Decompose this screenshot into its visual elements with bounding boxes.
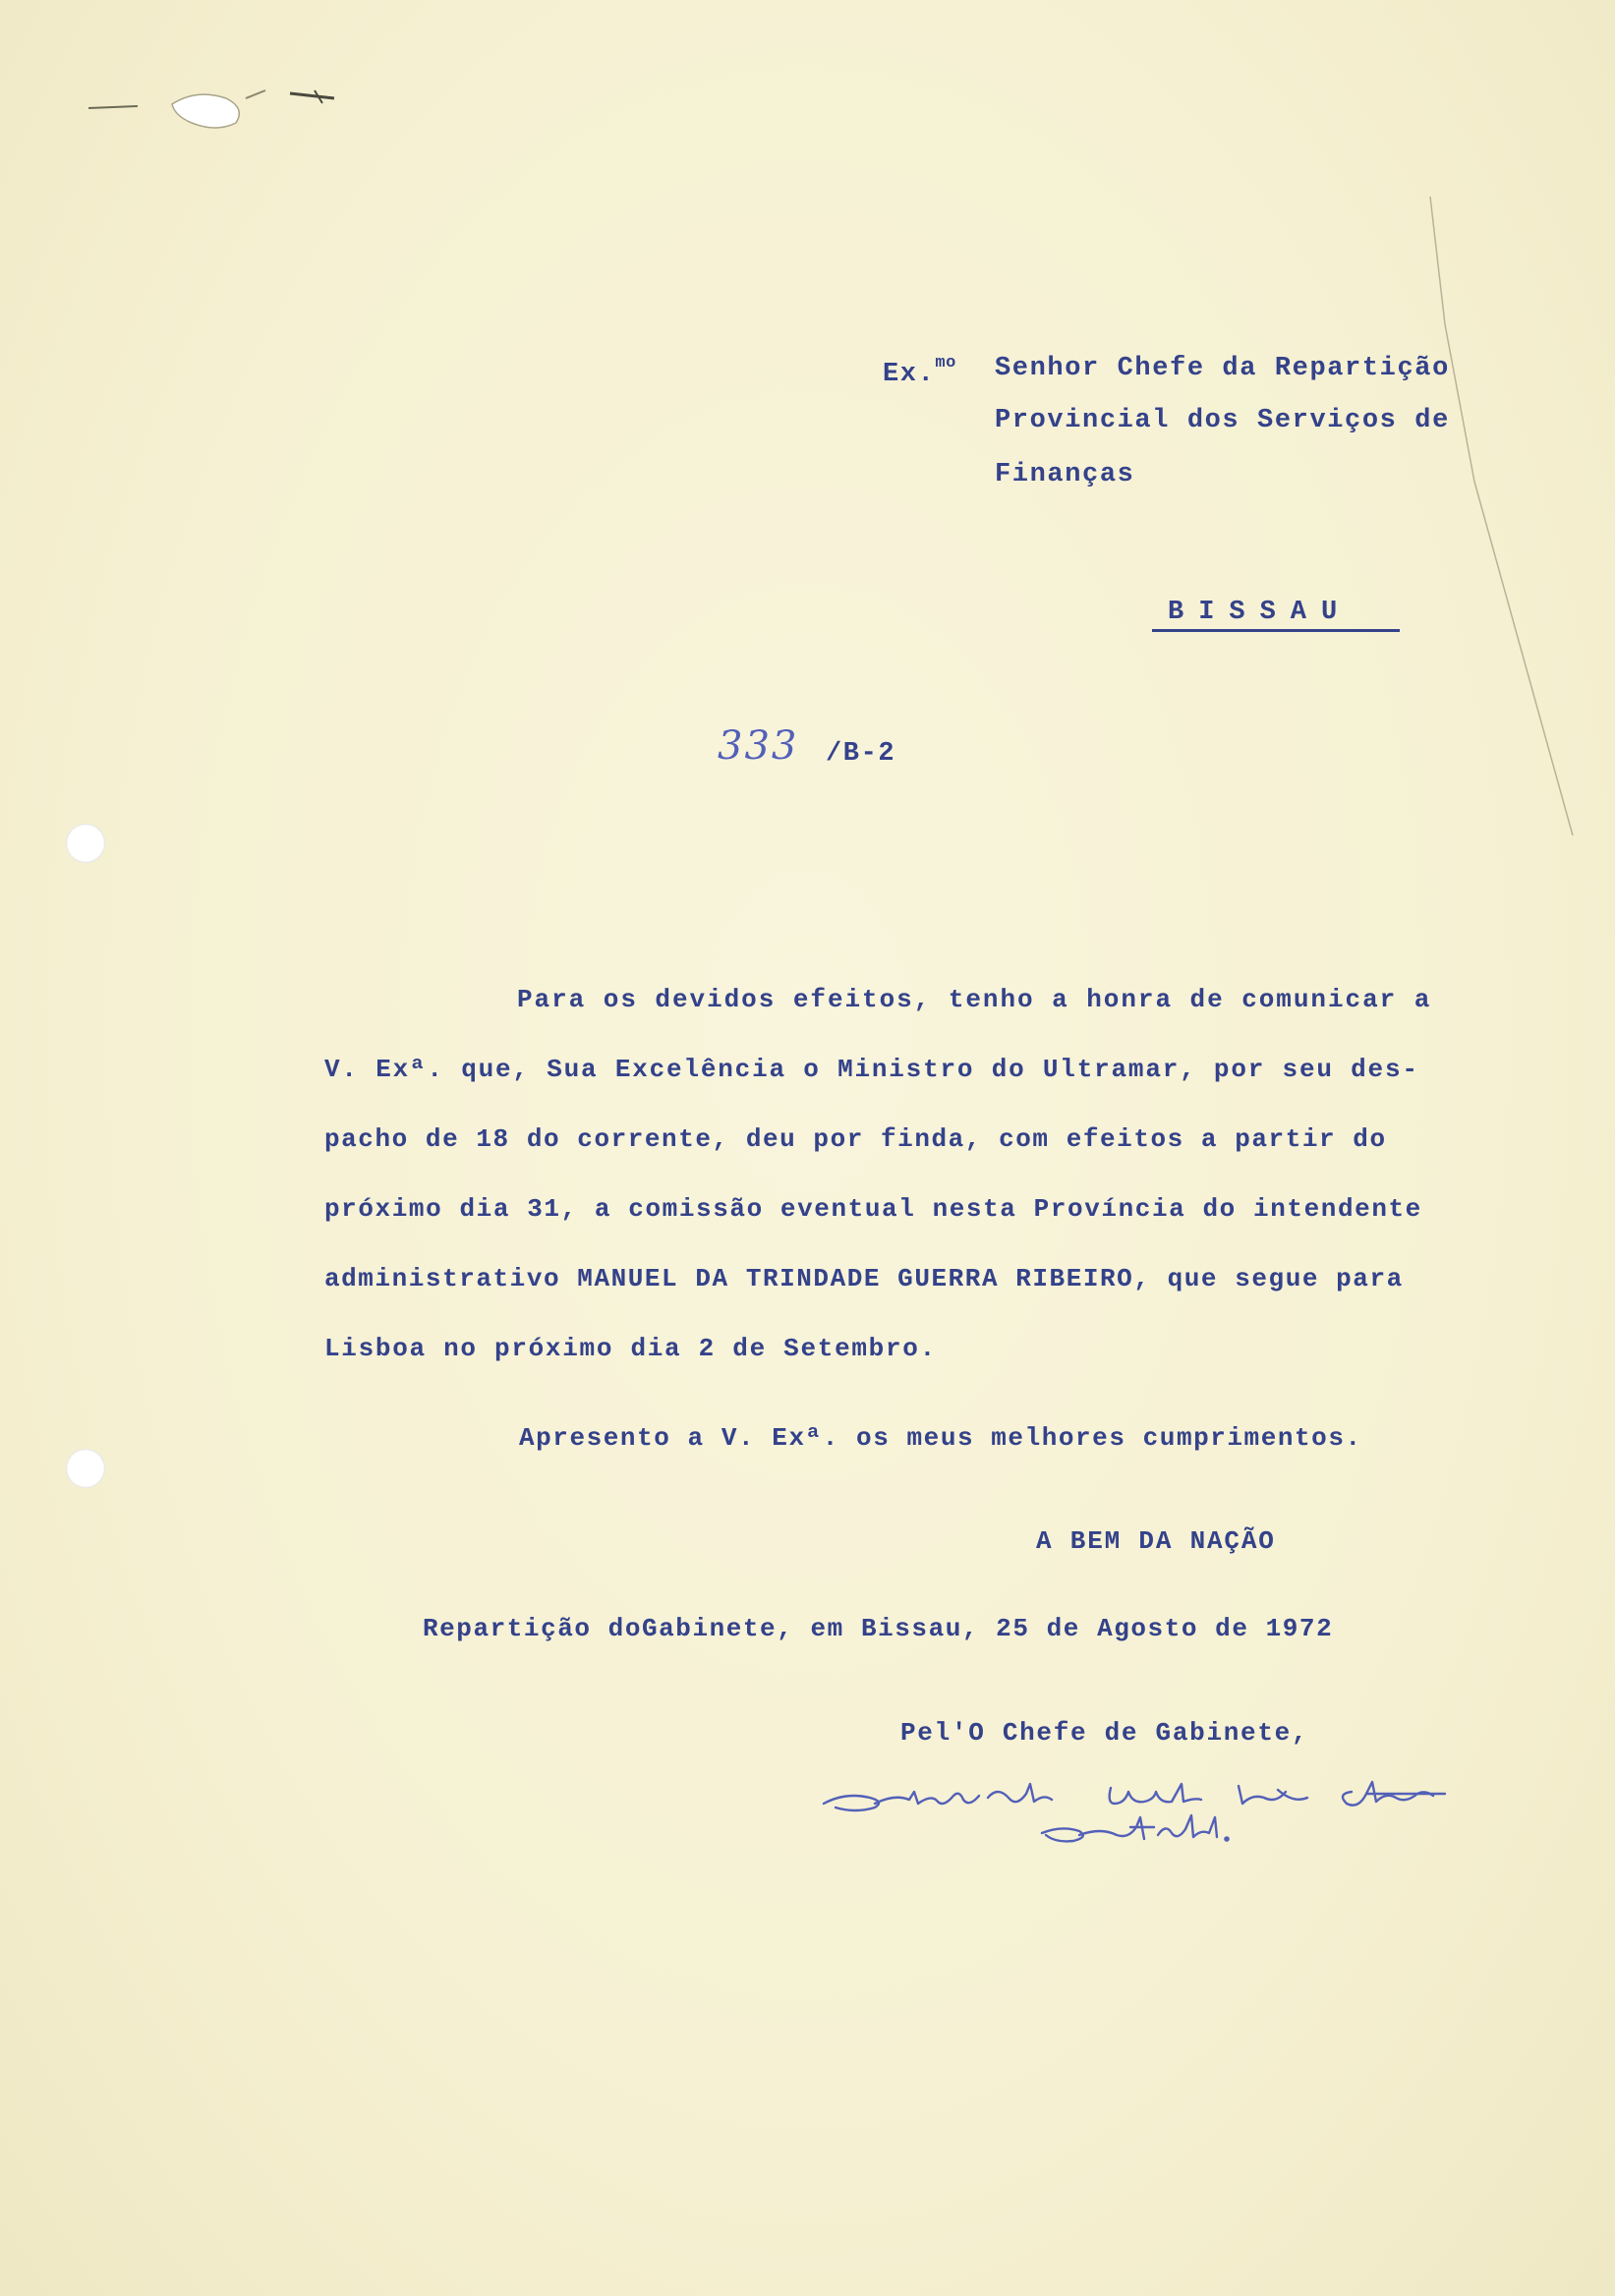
paper-crease-line (1415, 187, 1612, 875)
city-heading-underline (1152, 629, 1400, 632)
body-line-1: Para os devidos efeitos, tenho a honra de comunicar a (517, 985, 1432, 1014)
punch-hole-bottom (66, 1449, 105, 1488)
body-line-6: Lisboa no próximo dia 2 de Setembro. (324, 1334, 937, 1363)
addressee-salutation (883, 354, 956, 389)
addressee-line-1: Senhor Chefe da Repartição (995, 354, 1450, 383)
addressee-line-3: Finanças (995, 460, 1135, 489)
reference-typed-suffix: /B-2 (826, 739, 896, 769)
addressee-line-2: Provincial dos Serviços de (995, 406, 1450, 435)
motto: A BEM DA NAÇÃO (1036, 1526, 1276, 1556)
body-line-2: V. Exª. que, Sua Excelência o Ministro do Ultramar, por seu des- (324, 1055, 1419, 1084)
salutation-prefix: Ex. (883, 360, 936, 389)
body-line-4: próximo dia 31, a comissão eventual nesta Província do intendente (324, 1194, 1422, 1224)
place-date: Repartição doGabinete, em Bissau, 25 de Agosto de 1972 (423, 1614, 1334, 1643)
body-line-5: administrativo MANUEL DA TRINDADE GUERRA RIBEIRO, que segue para (324, 1264, 1404, 1293)
staple-mark (79, 69, 393, 147)
reference-handwritten-number: 333 (718, 723, 799, 769)
body-line-3: pacho de 18 do corrente, deu por finda, com efeitos a partir do (324, 1124, 1387, 1154)
city-heading: BISSAU (1168, 598, 1353, 627)
punch-hole-top (66, 824, 105, 863)
closing-line: Apresento a V. Exª. os meus melhores cumprimentos. (519, 1423, 1362, 1453)
handwritten-signature (816, 1764, 1484, 1872)
signatory-title: Pel'O Chefe de Gabinete, (900, 1718, 1309, 1748)
salutation-superscript: mo (935, 354, 956, 373)
